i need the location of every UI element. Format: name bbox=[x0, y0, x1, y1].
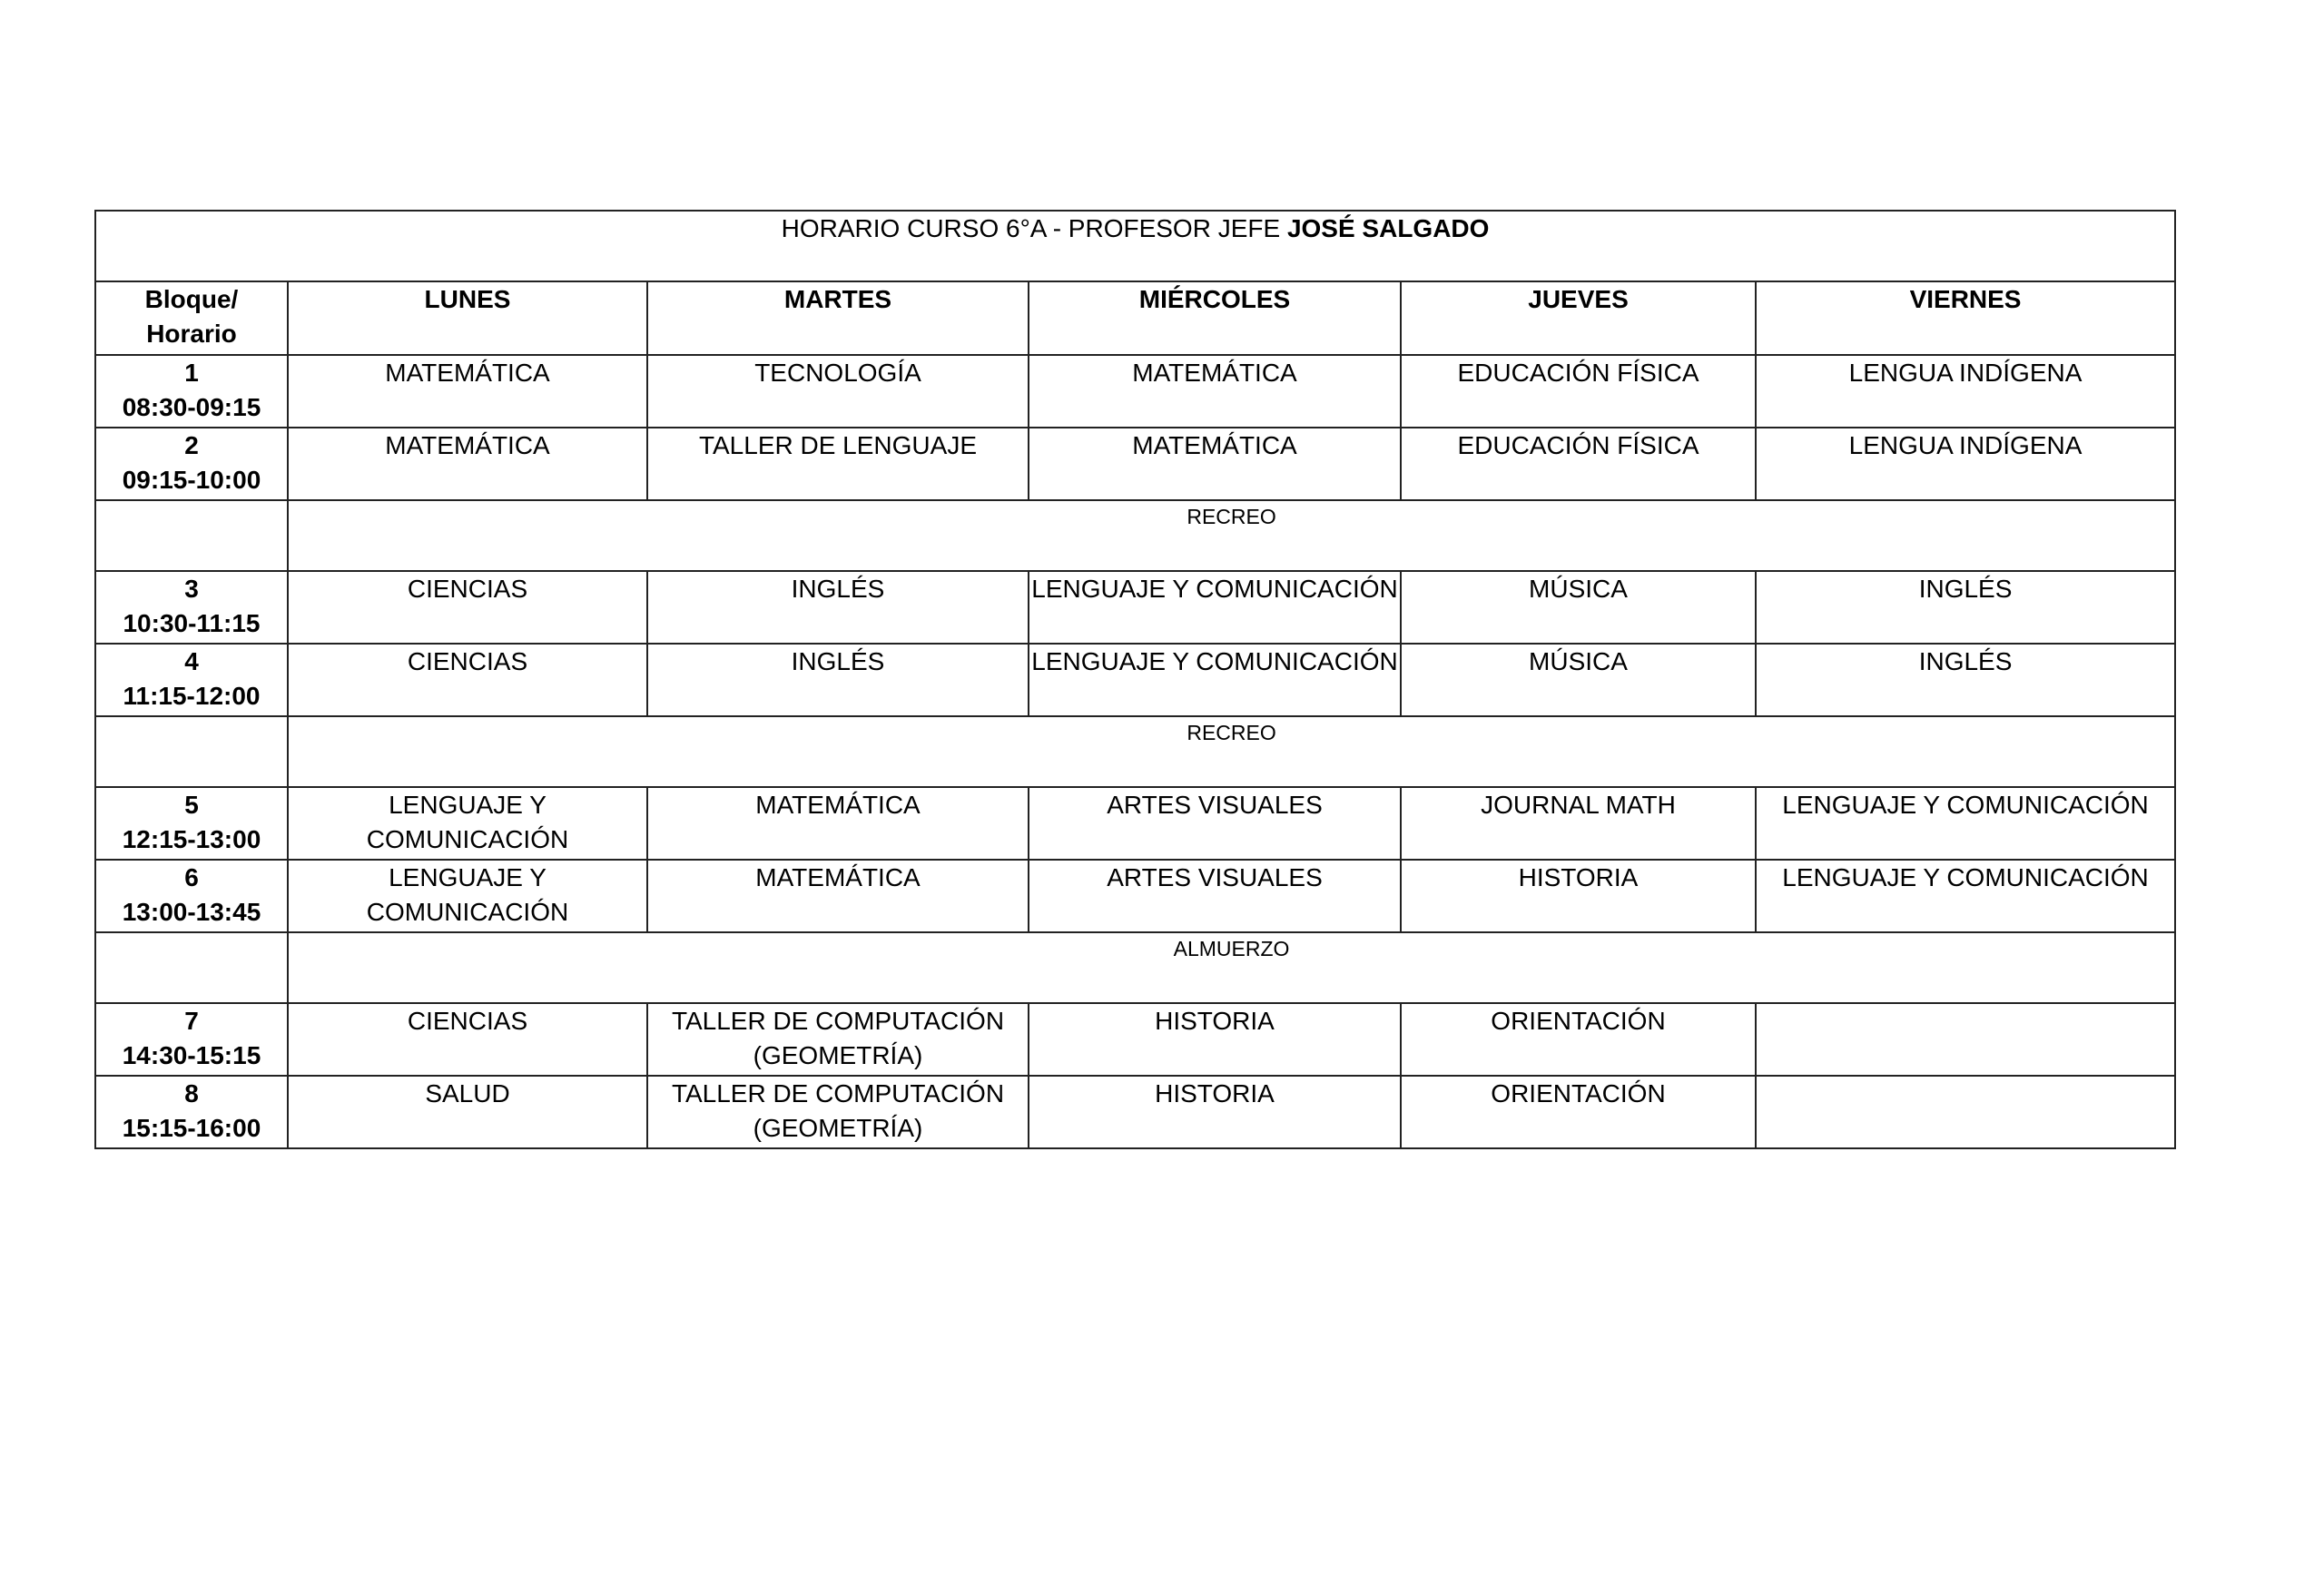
schedule-row bbox=[95, 1003, 2175, 1076]
block-time: 10:30-11:15 bbox=[123, 609, 261, 637]
subject-cell: HISTORIA bbox=[1029, 1076, 1401, 1148]
block-time: 13:00-13:45 bbox=[122, 898, 261, 926]
schedule-row bbox=[95, 571, 2175, 644]
block-number: 7 bbox=[184, 1007, 199, 1035]
break-label: RECREO bbox=[1187, 505, 1276, 528]
subject-cell: LENGUAJE Y COMUNICACIÓN bbox=[288, 860, 647, 932]
subject-cell bbox=[1756, 1003, 2175, 1076]
day-header-monday: LUNES bbox=[288, 281, 647, 355]
subject-cell: INGLÉS bbox=[647, 571, 1029, 644]
subject-cell: TALLER DE COMPUTACIÓN (GEOMETRÍA) bbox=[647, 1076, 1029, 1148]
subject-cell: ORIENTACIÓN bbox=[1401, 1003, 1756, 1076]
subject-cell: CIENCIAS bbox=[288, 571, 647, 644]
block-number: 4 bbox=[184, 647, 199, 675]
subject-cell: ARTES VISUALES bbox=[1029, 787, 1401, 860]
schedule-row bbox=[95, 787, 2175, 860]
block-number: 1 bbox=[184, 359, 199, 387]
schedule-title bbox=[95, 211, 2175, 281]
title-teacher: JOSÉ SALGADO bbox=[1286, 214, 1490, 242]
subject-cell: MATEMÁTICA bbox=[647, 787, 1029, 860]
corner-line-2: Horario bbox=[146, 320, 237, 348]
subject-cell: LENGUAJE Y COMUNICACIÓN bbox=[1756, 860, 2175, 932]
break-row bbox=[95, 500, 2175, 571]
subject-cell: HISTORIA bbox=[1401, 860, 1756, 932]
break-empty-cell bbox=[95, 932, 288, 1003]
schedule-row bbox=[95, 428, 2175, 500]
subject-cell: LENGUA INDÍGENA bbox=[1756, 355, 2175, 428]
break-row bbox=[95, 716, 2175, 787]
subject-cell: LENGUAJE Y COMUNICACIÓN bbox=[288, 787, 647, 860]
block-cell bbox=[95, 787, 288, 860]
schedule-row bbox=[95, 355, 2175, 428]
subject-cell: INGLÉS bbox=[1756, 571, 2175, 644]
block-time: 08:30-09:15 bbox=[122, 393, 261, 421]
subject-cell: HISTORIA bbox=[1029, 1003, 1401, 1076]
subject-cell: EDUCACIÓN FÍSICA bbox=[1401, 355, 1756, 428]
subject-cell: EDUCACIÓN FÍSICA bbox=[1401, 428, 1756, 500]
schedule-row bbox=[95, 1076, 2175, 1148]
subject-cell: LENGUAJE Y COMUNICACIÓN bbox=[1756, 787, 2175, 860]
block-time: 09:15-10:00 bbox=[122, 466, 261, 494]
block-number: 5 bbox=[184, 791, 199, 819]
day-header-thursday: JUEVES bbox=[1401, 281, 1756, 355]
subject-cell: JOURNAL MATH bbox=[1401, 787, 1756, 860]
break-cell bbox=[288, 932, 2175, 1003]
subject-cell: LENGUAJE Y COMUNICACIÓN bbox=[1029, 644, 1401, 716]
subject-cell: TECNOLOGÍA bbox=[647, 355, 1029, 428]
day-header-tuesday: MARTES bbox=[647, 281, 1029, 355]
title-row bbox=[95, 211, 2175, 281]
break-label: ALMUERZO bbox=[1173, 937, 1290, 960]
subject-cell: MATEMÁTICA bbox=[647, 860, 1029, 932]
block-time: 14:30-15:15 bbox=[122, 1041, 261, 1069]
subject-cell: MÚSICA bbox=[1401, 644, 1756, 716]
subject-cell: LENGUAJE Y COMUNICACIÓN bbox=[1029, 571, 1401, 644]
block-cell bbox=[95, 1076, 288, 1148]
schedule-table bbox=[94, 210, 2176, 1149]
break-label: RECREO bbox=[1187, 721, 1276, 744]
subject-cell: CIENCIAS bbox=[288, 1003, 647, 1076]
subject-cell: ORIENTACIÓN bbox=[1401, 1076, 1756, 1148]
subject-cell: TALLER DE LENGUAJE bbox=[647, 428, 1029, 500]
corner-line-1: Bloque/ bbox=[144, 285, 239, 313]
break-cell bbox=[288, 500, 2175, 571]
subject-cell: ARTES VISUALES bbox=[1029, 860, 1401, 932]
block-cell bbox=[95, 644, 288, 716]
header-row bbox=[95, 281, 2175, 355]
break-row bbox=[95, 932, 2175, 1003]
subject-cell: MATEMÁTICA bbox=[1029, 355, 1401, 428]
block-cell bbox=[95, 355, 288, 428]
block-time: 11:15-12:00 bbox=[123, 682, 261, 710]
block-number: 3 bbox=[184, 575, 199, 603]
subject-cell: MÚSICA bbox=[1401, 571, 1756, 644]
day-header-friday: VIERNES bbox=[1756, 281, 2175, 355]
subject-cell: SALUD bbox=[288, 1076, 647, 1148]
block-time: 15:15-16:00 bbox=[122, 1114, 261, 1142]
subject-cell: MATEMÁTICA bbox=[288, 428, 647, 500]
block-number: 6 bbox=[184, 863, 199, 891]
block-number: 2 bbox=[184, 431, 199, 459]
subject-cell: MATEMÁTICA bbox=[288, 355, 647, 428]
subject-cell bbox=[1756, 1076, 2175, 1148]
corner-header bbox=[95, 281, 288, 355]
break-empty-cell bbox=[95, 716, 288, 787]
title-prefix: HORARIO CURSO 6°A - PROFESOR JEFE bbox=[781, 214, 1287, 242]
block-time: 12:15-13:00 bbox=[122, 825, 261, 853]
subject-cell: INGLÉS bbox=[1756, 644, 2175, 716]
break-cell bbox=[288, 716, 2175, 787]
day-header-wednesday: MIÉRCOLES bbox=[1029, 281, 1401, 355]
subject-cell: LENGUA INDÍGENA bbox=[1756, 428, 2175, 500]
subject-cell: INGLÉS bbox=[647, 644, 1029, 716]
block-number: 8 bbox=[184, 1079, 199, 1108]
subject-cell: CIENCIAS bbox=[288, 644, 647, 716]
block-cell bbox=[95, 1003, 288, 1076]
subject-cell: MATEMÁTICA bbox=[1029, 428, 1401, 500]
schedule-row bbox=[95, 644, 2175, 716]
block-cell bbox=[95, 860, 288, 932]
schedule-body bbox=[95, 211, 2175, 1148]
block-cell bbox=[95, 571, 288, 644]
schedule-row bbox=[95, 860, 2175, 932]
subject-cell: TALLER DE COMPUTACIÓN (GEOMETRÍA) bbox=[647, 1003, 1029, 1076]
break-empty-cell bbox=[95, 500, 288, 571]
block-cell bbox=[95, 428, 288, 500]
